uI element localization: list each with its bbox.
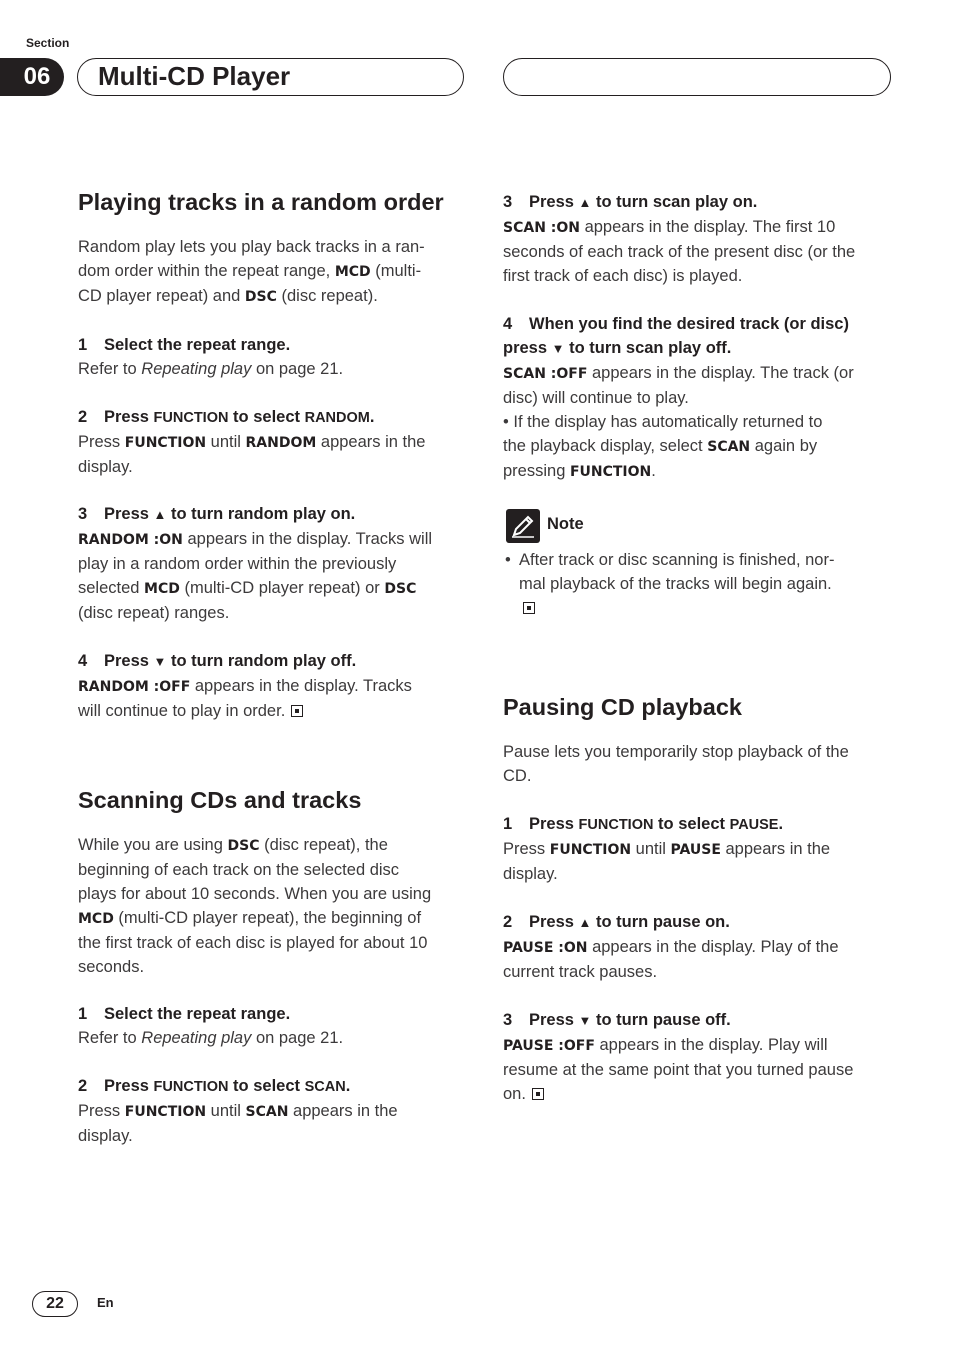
note-title: Note <box>547 515 584 533</box>
scanning-section <box>78 785 468 1148</box>
pausing-section <box>503 692 893 1106</box>
random-step-3: 3 Press ▲ to turn random play on. <box>78 505 356 523</box>
section-number-badge: 06 <box>0 58 64 96</box>
pausing-intro: Pause lets you temporarily stop playback of the CD. <box>503 743 849 785</box>
scanning-step-1-body: Refer to Repeating play on page 21. <box>78 1029 344 1047</box>
pausing-step-1: 1 Press FUNCTION to select PAUSE. <box>503 815 784 833</box>
page-number: 22 <box>32 1291 78 1317</box>
random-intro: Random play lets you play back tracks in a ran- dom order within the repeat range, MCD (multi- CD player repeat) and DSC (disc repeat). <box>78 238 425 305</box>
scanning-heading: Scanning CDs and tracks <box>78 787 362 813</box>
random-step-1-body: Refer to Repeating play on page 21. <box>78 360 344 378</box>
pausing-step-1-body: Press FUNCTION until PAUSE appears in the display. <box>503 840 831 883</box>
end-mark-icon <box>523 602 535 614</box>
scanning-step-3-body: SCAN :ON appears in the display. The first 10 seconds of each track of the present disc (or the first track of each disc) is played. <box>503 218 856 285</box>
pausing-step-2: 2 Press ▲ to turn pause on. <box>503 913 730 931</box>
random-step-1: 1 Select the repeat range. <box>78 336 291 354</box>
random-section <box>78 187 468 723</box>
random-step-2-body: Press FUNCTION until RANDOM appears in the display. <box>78 433 426 476</box>
down-arrow-icon: ▼ <box>153 654 167 669</box>
language-label: En <box>97 1295 114 1310</box>
random-step-4-body: RANDOM :OFF appears in the display. Tracks will continue to play in order. <box>78 677 412 720</box>
empty-title-frame <box>503 58 891 96</box>
note-body: • After track or disc scanning is finished, nor- mal playback of the tracks will begin again. <box>505 548 895 620</box>
pausing-step-3: 3 Press ▼ to turn pause off. <box>503 1011 731 1029</box>
random-heading: Playing tracks in a random order <box>78 189 444 215</box>
scanning-step-2: 2 Press FUNCTION to select SCAN. <box>78 1077 351 1095</box>
end-mark-icon <box>532 1088 544 1100</box>
up-arrow-icon: ▲ <box>578 915 592 930</box>
random-step-3-body: RANDOM :ON appears in the display. Tracks will play in a random order within the previously selected MCD (multi-CD player repeat) or DSC (disc repeat) ranges. <box>78 530 433 622</box>
scanning-step-2-body: Press FUNCTION until SCAN appears in the display. <box>78 1102 398 1145</box>
end-mark-icon <box>291 705 303 717</box>
pausing-heading: Pausing CD playback <box>503 694 742 720</box>
scanning-intro: While you are using DSC (disc repeat), the beginning of each track on the selected disc plays for about 10 seconds. When you are using MCD (multi-CD player repeat), the beginning of the first track of each disc is played for about 10 seconds. <box>78 836 432 976</box>
pausing-step-2-body: PAUSE :ON appears in the display. Play of the current track pauses. <box>503 938 839 981</box>
pausing-step-3-body: PAUSE :OFF appears in the display. Play will resume at the same point that you turned pause on. <box>503 1036 854 1103</box>
section-label: Section <box>26 36 70 50</box>
random-step-4: 4 Press ▼ to turn random play off. <box>78 652 357 670</box>
scanning-step-1: 1 Select the repeat range. <box>78 1005 291 1023</box>
down-arrow-icon: ▼ <box>578 1013 592 1028</box>
scanning-step-3: 3 Press ▲ to turn scan play on. <box>503 193 758 211</box>
scanning-step-4-body: SCAN :OFF appears in the display. The track (or disc) will continue to play. • If the display has automatically returned to the playback display, select SCAN again by pressing FUNCTION. <box>503 364 854 480</box>
random-step-2: 2 Press FUNCTION to select RANDOM. <box>78 408 375 426</box>
up-arrow-icon: ▲ <box>153 507 167 522</box>
pencil-icon <box>506 509 540 543</box>
scanning-continued <box>503 190 893 484</box>
down-arrow-icon: ▼ <box>551 341 565 356</box>
scanning-step-4: 4 When you find the desired track (or disc) press ▼ to turn scan play off. <box>503 315 849 357</box>
page-title: Multi-CD Player <box>98 61 291 91</box>
up-arrow-icon: ▲ <box>578 195 592 210</box>
